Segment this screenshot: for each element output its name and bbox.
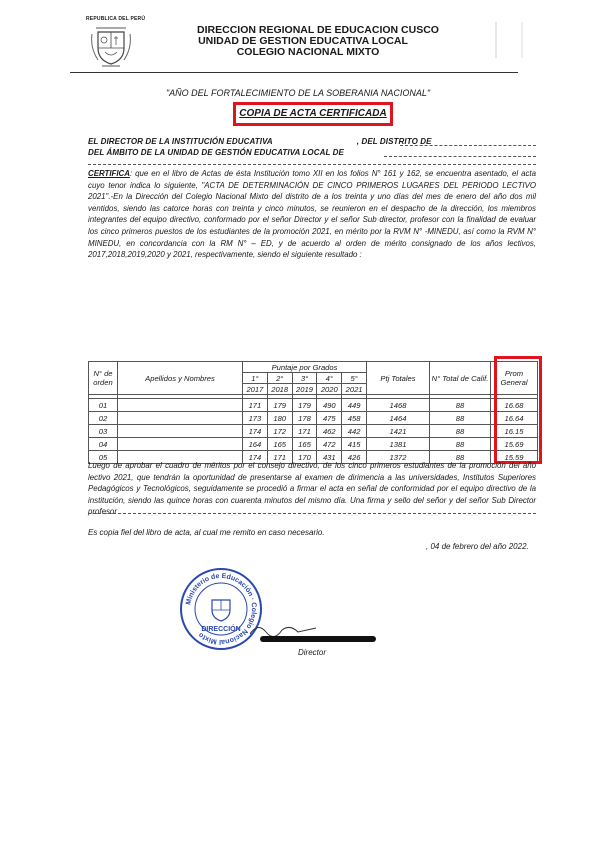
svg-text:Ministerio de Educación · Cole: Ministerio de Educación · Colegio Nacional Mixto bbox=[185, 572, 258, 646]
conclusion-paragraph: Luego de aprobar el cuadro de méritos por el consejo directivo, de los cinco primeros estudiantes de la promoción del año lectivo 2021, que tendrán la oportunidad de presentarse al examen de dirimencia a las universidades, Institutos Superiores Pedagógicos y Tecnológicos, seguidamente se procedió a firmar el acta en señal de conformidad por el equipo directivo de la institución, siendo las quince horas con cuarenta minutos del mismo día. Una firma y sello del señor y del señor Sub Director profesor bbox=[88, 461, 536, 517]
row-grade: 458 bbox=[342, 412, 367, 425]
row-grade: 475 bbox=[317, 412, 342, 425]
row-grade: 165 bbox=[267, 438, 292, 451]
document-title: COPIA DE ACTA CERTIFICADA bbox=[239, 108, 387, 119]
row-grade: 442 bbox=[342, 425, 367, 438]
table-row bbox=[89, 412, 538, 425]
grade-header: 2° bbox=[267, 373, 292, 384]
row-grade: 462 bbox=[317, 425, 342, 438]
row-grade: 171 bbox=[292, 425, 317, 438]
row-grade: 173 bbox=[243, 412, 268, 425]
row-num: 04 bbox=[89, 438, 118, 451]
row-grade: 415 bbox=[342, 438, 367, 451]
row-calif: 88 bbox=[430, 438, 491, 451]
row-name bbox=[118, 425, 243, 438]
results-table bbox=[88, 361, 538, 464]
crest-label: REPUBLICA DEL PERÚ bbox=[86, 16, 146, 22]
dotted-fill bbox=[400, 145, 536, 146]
grade-header: 5° bbox=[342, 373, 367, 384]
col-header-names: Apellidos y Nombres bbox=[118, 362, 243, 395]
col-header-prom: Prom General bbox=[491, 362, 538, 395]
row-prom: 15.69 bbox=[491, 438, 538, 451]
certifica-paragraph bbox=[88, 168, 536, 261]
year-header: 2017 bbox=[243, 384, 268, 395]
grade-header: 4° bbox=[317, 373, 342, 384]
row-grade: 449 bbox=[342, 399, 367, 412]
row-calif: 88 bbox=[430, 399, 491, 412]
row-prom: 15.59 bbox=[491, 451, 538, 464]
row-num: 01 bbox=[89, 399, 118, 412]
row-grade: 431 bbox=[317, 451, 342, 464]
table-row bbox=[89, 438, 538, 451]
row-name bbox=[118, 438, 243, 451]
grade-header: 3° bbox=[292, 373, 317, 384]
row-ptj: 1381 bbox=[367, 438, 430, 451]
year-header: 2018 bbox=[267, 384, 292, 395]
certifica-label: CERTIFICA bbox=[88, 169, 130, 178]
row-grade: 179 bbox=[292, 399, 317, 412]
row-ptj: 1468 bbox=[367, 399, 430, 412]
row-num: 03 bbox=[89, 425, 118, 438]
row-grade: 172 bbox=[267, 425, 292, 438]
header-line3: COLEGIO NACIONAL MIXTO bbox=[236, 46, 380, 58]
row-prom: 16.15 bbox=[491, 425, 538, 438]
svg-text:DIRECCIÓN: DIRECCIÓN bbox=[201, 626, 241, 633]
row-grade: 426 bbox=[342, 451, 367, 464]
row-grade: 170 bbox=[292, 451, 317, 464]
row-grade: 178 bbox=[292, 412, 317, 425]
row-grade: 165 bbox=[292, 438, 317, 451]
row-grade: 472 bbox=[317, 438, 342, 451]
header-divider bbox=[70, 72, 518, 73]
row-grade: 180 bbox=[267, 412, 292, 425]
row-calif: 88 bbox=[430, 425, 491, 438]
dotted-fill bbox=[384, 156, 536, 157]
row-prom: 16.64 bbox=[491, 412, 538, 425]
signature-role: Director bbox=[298, 648, 327, 657]
redacted-signature-name bbox=[260, 636, 376, 642]
year-header: 2019 bbox=[292, 384, 317, 395]
section-separator bbox=[88, 164, 536, 165]
year-header: 2020 bbox=[317, 384, 342, 395]
section-separator bbox=[88, 513, 536, 514]
issue-date: , 04 de febrero del año 2022. bbox=[426, 542, 529, 551]
row-grade: 171 bbox=[267, 451, 292, 464]
col-header-num: N° de orden bbox=[89, 362, 118, 395]
row-prom: 16.68 bbox=[491, 399, 538, 412]
table-row bbox=[89, 425, 538, 438]
row-grade: 179 bbox=[267, 399, 292, 412]
row-grade: 174 bbox=[243, 425, 268, 438]
row-name bbox=[118, 399, 243, 412]
row-ptj: 1421 bbox=[367, 425, 430, 438]
table-row bbox=[89, 399, 538, 412]
col-header-puntaje: Puntaje por Grados bbox=[243, 362, 367, 373]
director-line1-text: EL DIRECTOR DE LA INSTITUCIÓN EDUCATIVA bbox=[88, 137, 273, 146]
col-header-total-calif: N° Total de Calif. bbox=[430, 362, 491, 395]
district-label: , DEL DISTRITO DE bbox=[356, 137, 432, 146]
closing-statement: Es copia fiel del libro de acta, al cual me remito en caso necesario. bbox=[88, 528, 325, 537]
row-grade: 490 bbox=[317, 399, 342, 412]
year-header: 2021 bbox=[342, 384, 367, 395]
grade-header: 1° bbox=[243, 373, 268, 384]
row-grade: 164 bbox=[243, 438, 268, 451]
row-ptj: 1372 bbox=[367, 451, 430, 464]
col-header-ptj: Ptj Totales bbox=[367, 362, 430, 395]
director-line2: DEL ÁMBITO DE LA UNIDAD DE GESTIÓN EDUCATIVA LOCAL DE bbox=[88, 148, 344, 157]
prom-highlight-box bbox=[494, 356, 542, 464]
motto: "AÑO DEL FORTALECIMIENTO DE LA SOBERANIA NACIONAL" bbox=[165, 88, 431, 98]
row-num: 05 bbox=[89, 451, 118, 464]
row-name bbox=[118, 412, 243, 425]
header-line1: DIRECCION REGIONAL DE EDUCACION CUSCO bbox=[197, 24, 439, 36]
row-calif: 88 bbox=[430, 412, 491, 425]
row-num: 02 bbox=[89, 412, 118, 425]
row-ptj: 1464 bbox=[367, 412, 430, 425]
row-calif: 88 bbox=[430, 451, 491, 464]
certifica-text: : que en el libro de Actas de ésta Institución tomo XII en los folios N° 161 y 162, se encuentra asentado, el acta cuyo tenor indica lo siguiente, "ACTA DE DETERMINACIÓN DE CINCO PRIMEROS LUGARES DEL PERIODO LECTIVO 2021".-En la Dirección del Colegio Nacional Mixto del distrito de a los treinta y uno días del mes de enero del año dos mil ventidos, siendo las catorce horas con treinta y cinco minutos, se reunieron en el despacho de la dirección, los miembros integrantes del equipo directivo, conformado por el señor Director y el señor Sub director, profesor con la finalidad de evaluar los cinco primeros puestos de los estudiantes de la promoción 2021, en mérito por la RVM N° -MINEDU, así como la RVM N° MINEDU, en concordancia con la RM N° – ED, y de acuerdo al orden de mérito consignado de los años lectivos, 2017,2018,2019,2020 y 2021, respectivamente, siendo el siguiente resultado : bbox=[88, 169, 536, 260]
row-grade: 171 bbox=[243, 399, 268, 412]
header-line2: UNIDAD DE GESTION EDUCATIVA LOCAL bbox=[198, 35, 408, 47]
row-grade: 174 bbox=[243, 451, 268, 464]
